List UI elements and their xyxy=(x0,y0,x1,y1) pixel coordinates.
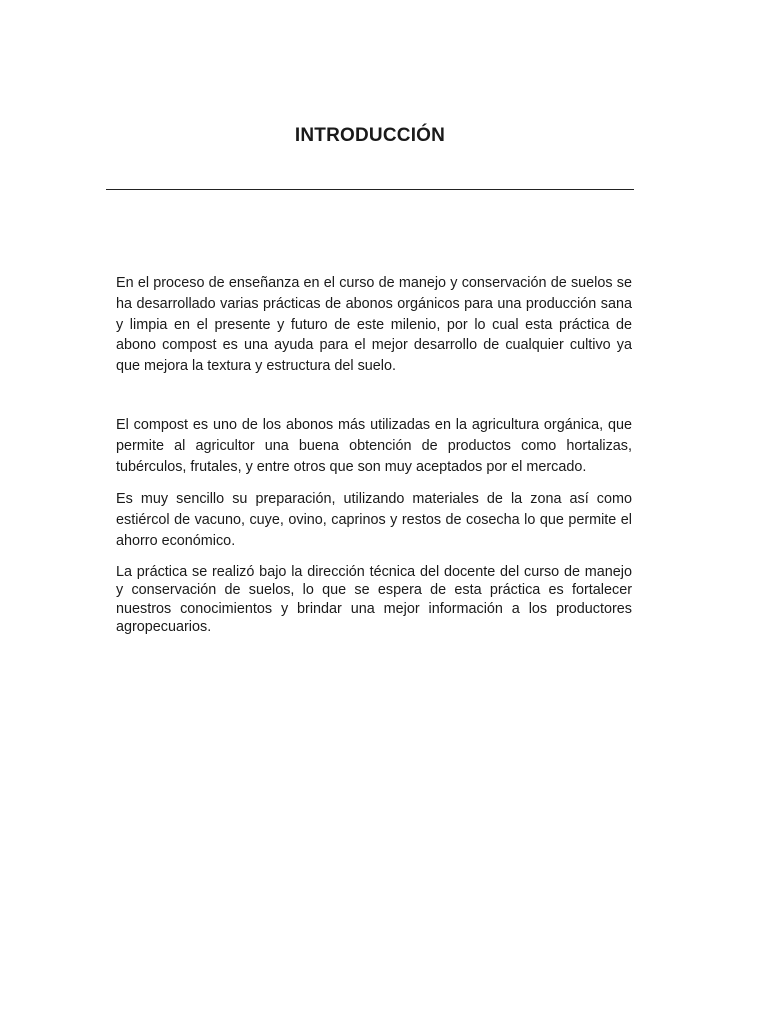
page-title: INTRODUCCIÓN xyxy=(294,125,446,146)
title-divider xyxy=(106,189,634,190)
paragraph-1: En el proceso de enseñanza en el curso de manejo y conservación de suelos se ha desarrollado varias prácticas de abonos orgánicos para una producción sana y limpia en el presente y futuro de este milenio, por lo cual esta práctica de abono compost es una ayuda para el mejor desarrollo de cualquier cultivo ya que mejora la textura y estructura del suelo. xyxy=(116,275,632,375)
paragraph-4: La práctica se realizó bajo la dirección técnica del docente del curso de manejo y conservación de suelos, lo que se espera de esta práctica es fortalecer nuestros conocimientos y brindar una mejor información a los productores agropecuarios. xyxy=(116,564,632,636)
paragraph-2: El compost es uno de los abonos más utilizadas en la agricultura orgánica, que permite al agricultor una buena obtención de productos como hortalizas, tubérculos, frutales, y entre otros que son muy aceptados por el mercado. xyxy=(116,417,632,475)
paragraph-3: Es muy sencillo su preparación, utilizando materiales de la zona así como estiércol de vacuno, cuye, ovino, caprinos y restos de cosecha lo que permite el ahorro económico. xyxy=(116,491,632,549)
